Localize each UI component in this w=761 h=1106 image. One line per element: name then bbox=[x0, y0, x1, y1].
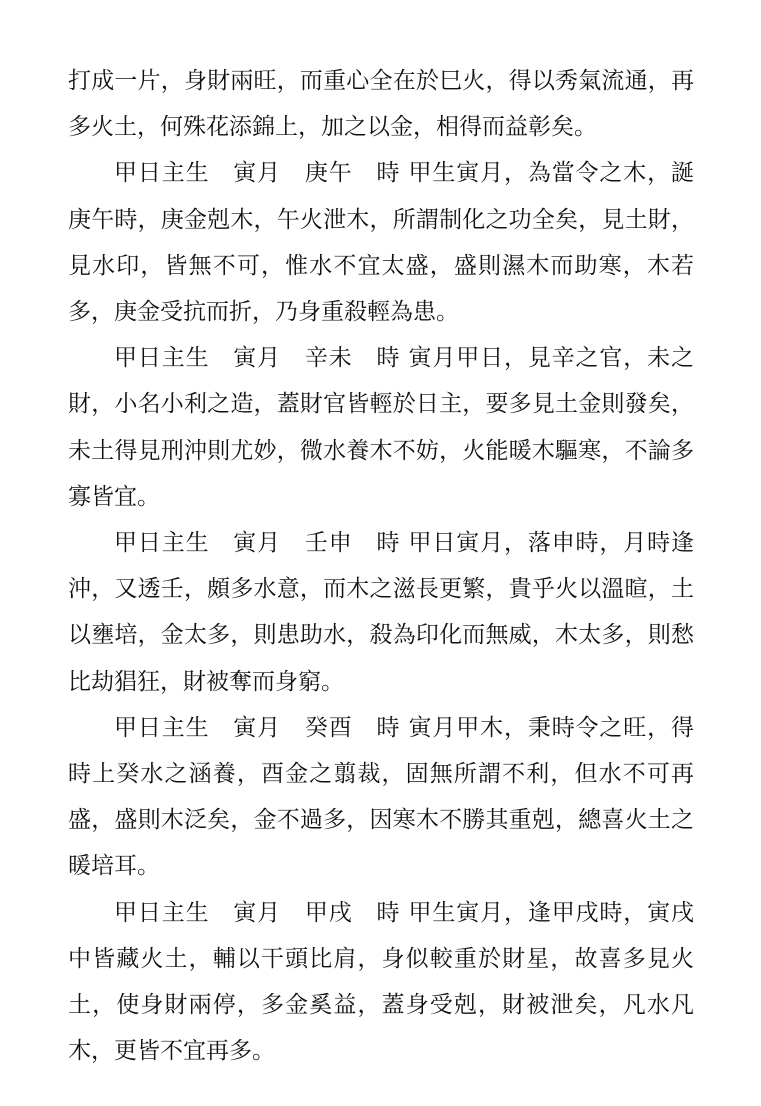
paragraph-5: 甲日主生 寅月 癸酉 時 寅月甲木，秉時令之旺，得時上癸水之涵養，酉金之翦裁，固無所謂不利，但水不可再盛，盛則木泛矣，金不過多，因寒木不勝其重剋，總喜火土之暖培耳。 bbox=[68, 714, 694, 880]
document-body bbox=[68, 58, 694, 1074]
paragraph-3: 甲日主生 寅月 辛未 時 寅月甲日，見辛之官，未之財，小名小利之造，蓋財官皆輕於日主，要多見土金則發矣，未土得見刑沖則尤妙，微水養木不妨，火能暖木驅寒，不論多寡皆宜。 bbox=[68, 345, 694, 510]
paragraph-4: 甲日主生 寅月 壬申 時 甲日寅月，落申時，月時逢沖，又透壬，頗多水意，而木之滋長更繁，貴乎火以溫暄，土以壅培，金太多，則患助水，殺為印化而無威，木太多，則愁比劫猖狂，財被奪而身窮。 bbox=[68, 530, 694, 695]
paragraph-2: 甲日主生 寅月 庚午 時 甲生寅月，為當令之木，誕庚午時，庚金剋木，午火泄木，所謂制化之功全矣，見土財，見水印，皆無不可，惟水不宜太盛，盛則濕木而助寒，木若多，庚金受抗而折，乃身重殺輕為患。 bbox=[68, 160, 694, 326]
paragraph-1: 打成一片，身財兩旺，而重心全在於巳火，得以秀氣流通，再多火土，何殊花添錦上，加之以金，相得而益彰矣。 bbox=[68, 68, 694, 141]
paragraph-6: 甲日主生 寅月 甲戌 時 甲生寅月，逢甲戌時，寅戌中皆藏火土，輔以干頭比肩，身似較重於財星，故喜多見火土，使身財兩停，多金奚益，蓋身受剋，財被泄矣，凡水凡木，更皆不宜再多。 bbox=[68, 899, 694, 1065]
